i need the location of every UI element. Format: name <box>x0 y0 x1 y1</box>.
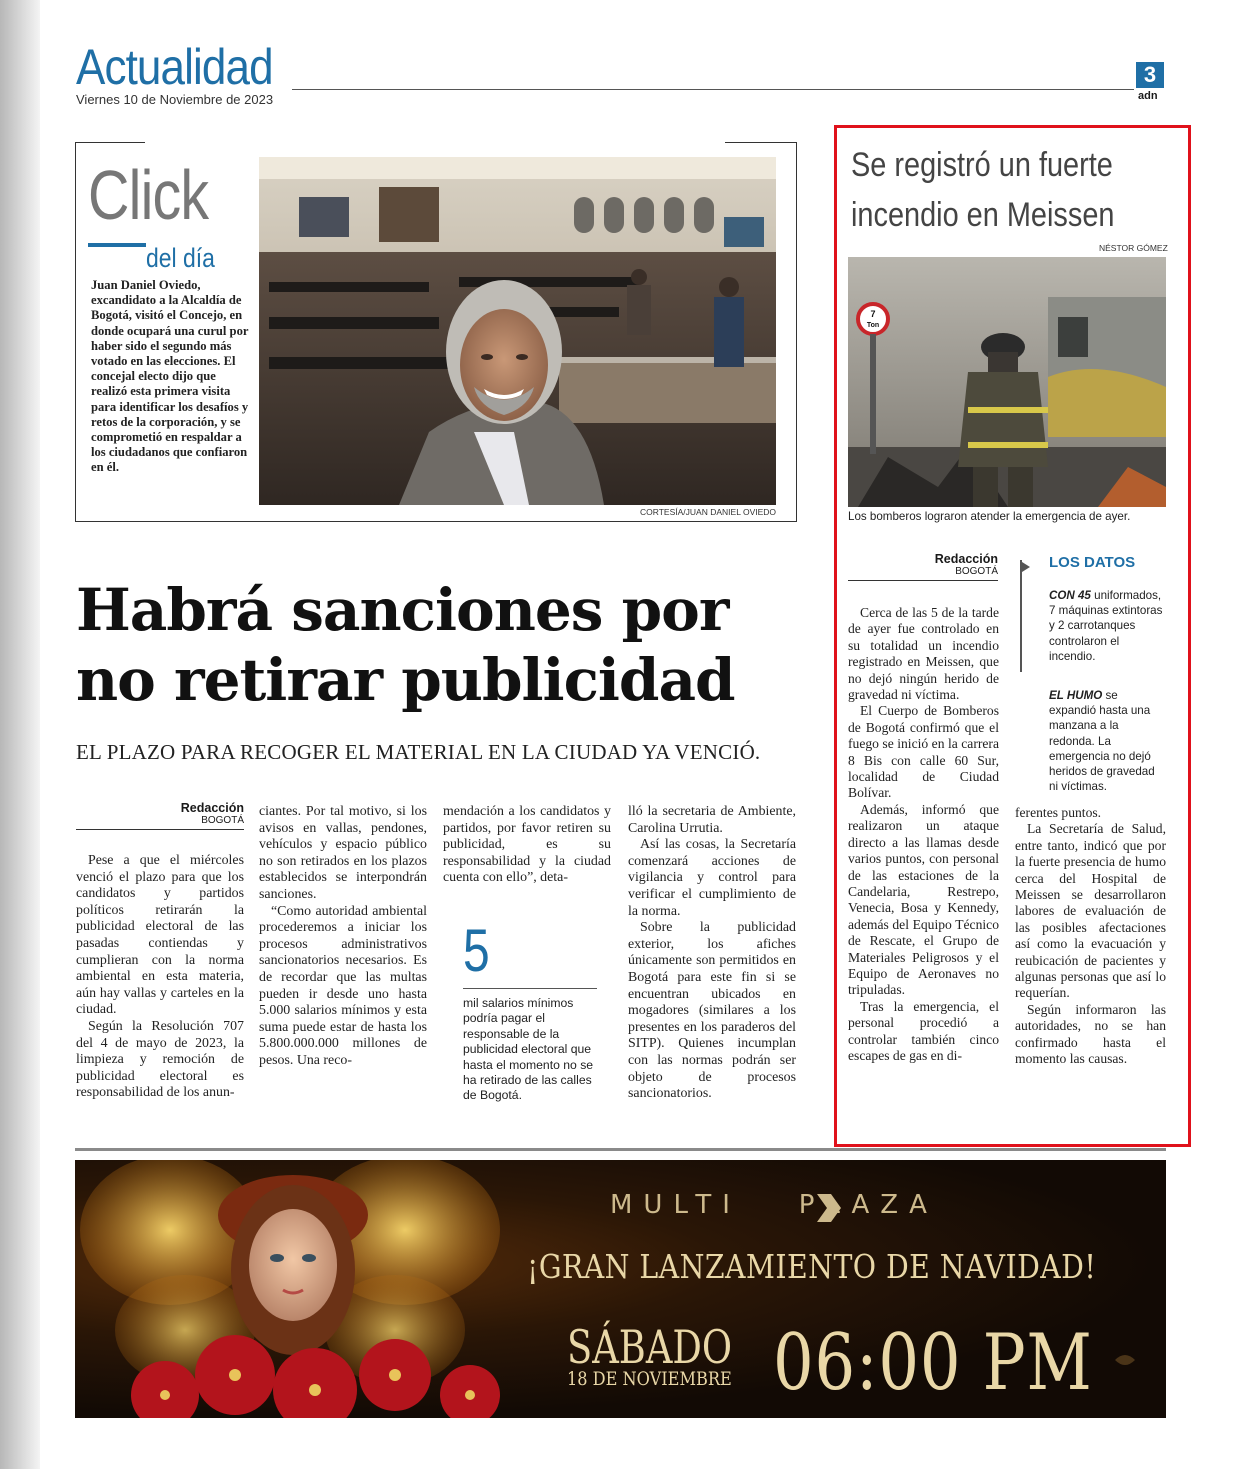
byline-name: Redacción <box>934 552 998 566</box>
brand-logo: adn <box>1138 90 1158 102</box>
paragraph: Tras la emergencia, el personal procedió a controlar también cinco escapes de gas en di- <box>848 998 999 1063</box>
paragraph: La Secretaría de Salud, entre tanto, indicó que por la fuerte presencia de humo cerca del Hospital de Meissen se desarrollaron labores de evaluación de las posibles afectaciones así como la evacuación y reubicación de pacientes y algunas personas que así lo requerían. <box>1015 821 1166 1001</box>
click-accent-bar <box>88 243 146 247</box>
dato-item <box>1049 688 1164 794</box>
dato-text: se expandió hasta una manzana a la redonda. La emergencia no dejó heridos de gravedad ni víctimas. <box>1049 689 1155 794</box>
paragraph: Sobre la publicidad exterior, los afiches únicamente son permitidos en Bogotá para este fin si se encuentran ubicados en mogadores (similares a los presentes en los paraderos del SITP). Quienes incumplan con las normas podrán ser objeto de procesos sancionatorios. <box>628 920 796 1102</box>
council-photo <box>259 157 776 505</box>
page-spine-shadow <box>0 0 40 1469</box>
click-caption: Juan Daniel Oviedo, excandidato a la Alcaldía de Bogotá, visitó el Concejo, en donde ocupará una curul por haber sido el segundo más votado en las elecciones. El concejal electo dijo que realizó esta primera visita para identificar los desafíos y retos de la corporación, y se comprometió en respaldar a los ciudadanos que confiaron en él. <box>91 278 249 475</box>
paragraph: mendación a los candidatos y partidos, por favor retiren su publicidad, es su responsabilidad y la ciudad cuenta con ello”, deta- <box>443 804 611 886</box>
fire-photo <box>848 257 1166 507</box>
paragraph: Además, informó que realizaron un ataque directo a las llamas desde varios puntos, con personal de las estaciones de la Candelaria, Restrepo, Venecia, Bosa y Kennedy, además del Equipo Técnico de Rescate, el Grupo de Materiales Peligrosos y el Equipo de Aeronaves no tripuladas. <box>848 801 999 998</box>
sign-number: 7 <box>870 309 876 319</box>
side-column-1 <box>848 605 999 1064</box>
sign-unit: Ton <box>866 322 880 329</box>
dato-lead: CON 45 <box>1049 589 1091 602</box>
side-column-2 <box>1015 805 1166 1068</box>
fire-photo-credit: NÉSTOR GÓMEZ <box>1099 243 1168 253</box>
byline-name: Redacción <box>180 801 244 815</box>
ad-time: 06:00 PM <box>773 1318 1093 1408</box>
highlight-rule <box>463 988 597 989</box>
datos-marker-icon <box>1022 562 1030 572</box>
ad-date: 18 DE NOVIEMBRE <box>567 1368 732 1390</box>
byline-city: BOGOTÁ <box>955 566 998 577</box>
dato-lead: EL HUMO <box>1049 689 1103 702</box>
side-headline: Se registró un fuerte incendio en Meissen <box>851 146 1115 234</box>
click-frame <box>75 521 797 522</box>
main-column-3 <box>443 804 611 887</box>
paragraph: Así las cosas, la Secretaría comenzará acciones de vigilancia y control para verificar el cumplimiento de la norma. <box>628 837 796 919</box>
ad-title: ¡GRAN LANZAMIENTO DE NAVIDAD! <box>527 1247 1097 1286</box>
click-frame <box>796 142 797 522</box>
byline-city: BOGOTÁ <box>201 815 244 826</box>
ad-brand-right: PLAZA <box>798 1190 938 1220</box>
fire-photo-caption: Los bomberos lograron atender la emergencia de ayer. <box>848 510 1131 523</box>
header-rule <box>292 89 1134 90</box>
click-title: Click <box>88 156 209 234</box>
main-column-4 <box>628 804 796 1103</box>
section-title: Actualidad <box>76 39 273 95</box>
issue-date: Viernes 10 de Noviembre de 2023 <box>76 92 274 107</box>
click-frame <box>725 142 797 143</box>
datos-title: LOS DATOS <box>1049 554 1136 571</box>
page-number: 3 <box>1136 62 1164 88</box>
highlight-text: mil salarios mínimos podría pagar el responsable de la publicidad electoral que hasta el momento no se ha retirado de las calles de Bogotá. <box>463 996 594 1103</box>
dato-text: uniformados, 7 máquinas extintoras y 2 carrotanques controlaron el incendio. <box>1049 589 1163 663</box>
paragraph: Pese a que el miércoles venció el plazo para que los candidatos y partidos políticos retirarán la publicidad electoral de las pasadas contiendas y cumplieran con la norma ambiental en esta materia, aún hay vallas y carteles en la ciudad. <box>76 853 244 1018</box>
main-byline <box>76 801 244 830</box>
click-frame <box>75 142 145 143</box>
paragraph: Cerca de las 5 de la tarde de ayer fue controlado en su totalidad un incendio registrado en Meissen, que no dejó ningún herido de gravedad ni víctima. <box>848 605 999 703</box>
main-headline: Habrá sanciones por no retirar publicidad <box>76 576 735 714</box>
paragraph: ciantes. Por tal motivo, si los avisos en vallas, pendones, vehículos y espacio público no son retirados en los plazos establecidos se interpondrán sanciones. <box>259 804 427 902</box>
paragraph: lló la secretaria de Ambiente, Carolina Urrutia. <box>628 804 796 836</box>
ad-separator <box>75 1148 1166 1151</box>
ad-brand <box>610 1190 938 1220</box>
paragraph: Según informaron las autoridades, no se han confirmado hasta el momento las causas. <box>1015 1001 1166 1067</box>
main-subheadline: EL PLAZO PARA RECOGER EL MATERIAL EN LA CIUDAD YA VENCIÓ. <box>76 740 761 764</box>
dato-item <box>1049 588 1164 664</box>
click-subtitle: del día <box>146 243 215 273</box>
main-column-1 <box>76 853 244 1102</box>
paragraph: Según la Resolución 707 del 4 de mayo de 2023, la limpieza y remoción de publicidad electoral es responsabilidad de los anun- <box>76 1018 244 1101</box>
side-byline <box>848 552 998 581</box>
ad-brand-left: MULTI <box>610 1190 741 1220</box>
council-photo-credit: CORTESÍA/JUAN DANIEL OVIEDO <box>640 507 777 517</box>
ad-day: SÁBADO <box>567 1320 733 1374</box>
paragraph: “Como autoridad ambiental procederemos a iniciar los procesos administrativos sancionatorios necesarios. Es de recordar que las multas pueden ir desde uno hasta 5.000 salarios mínimos y esta suma puede estar de hasta los 5.800.000.000 millones de pesos. Una reco- <box>259 903 427 1068</box>
paragraph: ferentes puntos. <box>1015 805 1102 820</box>
datos-marker-line <box>1020 560 1022 672</box>
paragraph: El Cuerpo de Bomberos de Bogotá confirmó que el fuego se inició en la carrera 8 Bis con calle 60 Sur, localidad de Ciudad Bolívar. <box>848 703 999 801</box>
highlight-number: 5 <box>463 917 490 984</box>
click-frame <box>75 142 76 522</box>
main-column-2 <box>259 804 427 1070</box>
